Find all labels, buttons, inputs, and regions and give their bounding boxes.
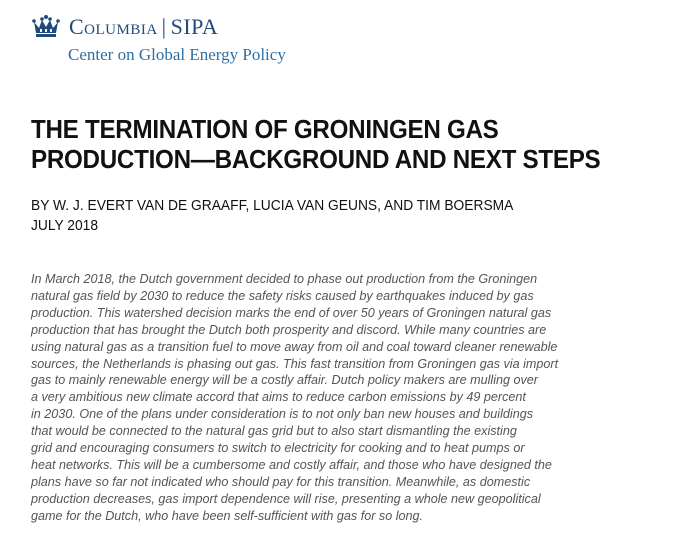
abstract-line: production decreases, gas import dependence will rise, presenting a whole new geopolitical bbox=[31, 491, 541, 506]
institution-name bbox=[69, 16, 218, 38]
abstract-line: natural gas field by 2030 to reduce the safety risks caused by earthquakes induced by gas bbox=[31, 288, 534, 303]
institution-name-right: SIPA bbox=[170, 14, 219, 39]
title-line-1: THE TERMINATION OF GRONINGEN GAS bbox=[31, 114, 499, 144]
abstract-line: plans have so far not indicated who should pay for this transition. Meanwhile, as domestic bbox=[31, 474, 531, 489]
center-name: Center on Global Energy Policy bbox=[68, 45, 286, 64]
abstract-line: a very ambitious new climate accord that aims to reduce carbon emissions by 49 percent bbox=[31, 390, 526, 405]
crown-icon bbox=[31, 14, 61, 40]
author-byline: BY W. J. EVERT VAN DE GRAAFF, LUCIA VAN GEUNS, AND TIM BOERSMA bbox=[31, 197, 514, 214]
document-title bbox=[31, 114, 617, 174]
abstract-line: sources, the Netherlands is phasing out gas. This fast transition from Groningen gas via import bbox=[31, 356, 559, 371]
abstract-paragraph bbox=[31, 271, 671, 525]
name-separator: | bbox=[161, 14, 167, 39]
abstract-line: grid and encouraging consumers to switch to electricity for cooking and to heat pumps or bbox=[31, 441, 525, 456]
abstract-line: that would be connected to the natural gas grid but to also start dismantling the existing bbox=[31, 424, 517, 439]
title-line-2: PRODUCTION—BACKGROUND AND NEXT STEPS bbox=[31, 144, 601, 174]
institution-logo bbox=[31, 12, 218, 42]
abstract-line: in 2030. One of the plans under consideration is to not only ban new houses and buildings bbox=[31, 407, 533, 422]
abstract-line: gas to mainly renewable energy will be a costly affair. Dutch policy makers are mulling over bbox=[31, 373, 539, 388]
abstract-line: using natural gas as a transition fuel to move away from oil and coal toward cleaner renewable bbox=[31, 339, 558, 354]
publication-date: JULY 2018 bbox=[31, 217, 99, 234]
abstract-line: game for the Dutch, who have been self-sufficient with gas for so long. bbox=[31, 508, 424, 523]
abstract-line: In March 2018, the Dutch government decided to phase out production from the Groningen bbox=[31, 272, 538, 286]
abstract-line: production that has brought the Dutch both prosperity and discord. While many countries are bbox=[31, 322, 547, 337]
abstract-line: heat networks. This will be a cumbersome and costly affair, and those who have designed the bbox=[31, 457, 552, 472]
institution-name-left: Columbia bbox=[69, 14, 158, 39]
abstract-line: production. This watershed decision marks the end of over 50 years of Groningen natural gas bbox=[31, 305, 552, 320]
